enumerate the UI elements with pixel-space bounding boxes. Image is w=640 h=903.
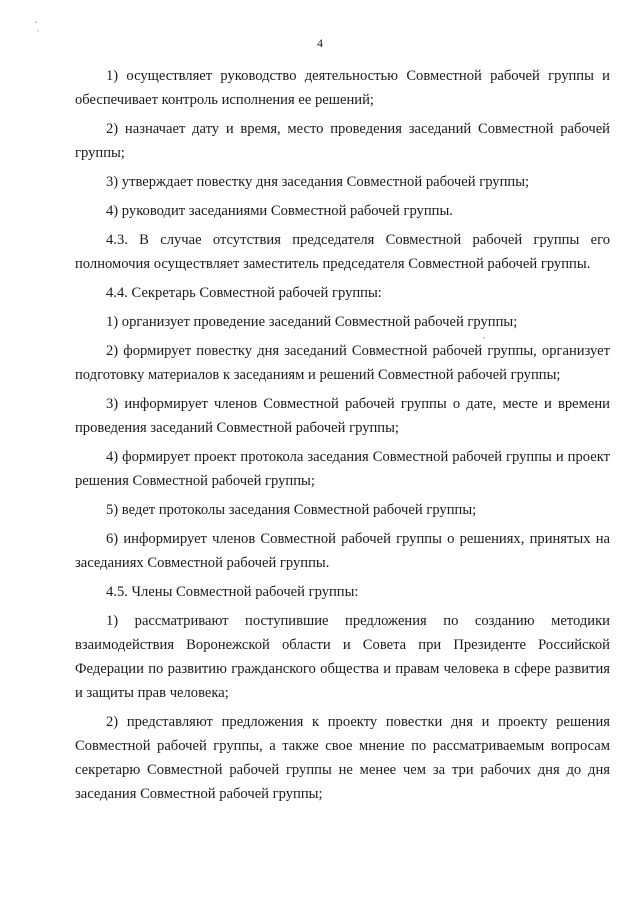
paragraph-member-duty-1: 1) рассматривают поступившие предложения по созданию методики взаимодействия Воронежской области и Совета при Президенте Российской Федерации по развитию гражданского общества и правам человека в сфере развития и защиты прав человека; — [75, 613, 610, 701]
scan-speck — [35, 21, 37, 23]
paragraph-section-4-5-heading: 4.5. Члены Совместной рабочей группы: — [106, 584, 359, 600]
document-body — [75, 64, 610, 806]
paragraph-chair-duty-1: 1) осуществляет руководство деятельностью Совместной рабочей группы и обеспечивает контроль исполнения ее решений; — [75, 68, 610, 108]
paragraph-section-4-3: 4.3. В случае отсутствия председателя Совместной рабочей группы его полномочия осуществляет заместитель председателя Совместной рабочей группы. — [75, 232, 610, 272]
paragraph-chair-duty-3: 3) утверждает повестку дня заседания Совместной рабочей группы; — [106, 174, 530, 190]
paragraph-secretary-duty-3: 3) информирует членов Совместной рабочей группы о дате, месте и времени проведения заседаний Совместной рабочей группы; — [75, 396, 610, 436]
paragraph-secretary-duty-1: 1) организует проведение заседаний Совместной рабочей группы; — [106, 314, 518, 330]
page-number: 4 — [317, 36, 323, 50]
scan-speck — [37, 30, 38, 31]
paragraph-secretary-duty-4: 4) формирует проект протокола заседания Совместной рабочей группы и проект решения Совместной рабочей группы; — [75, 449, 610, 489]
paragraph-member-duty-2: 2) представляют предложения к проекту повестки дня и проекту решения Совместной рабочей группы, а также свое мнение по рассматриваемым вопросам секретарю Совместной рабочей группы не менее чем за три рабочих дня до дня заседания Совместной рабочей группы; — [75, 714, 610, 802]
paragraph-secretary-duty-5: 5) ведет протоколы заседания Совместной рабочей группы; — [106, 502, 477, 518]
paragraph-secretary-duty-6: 6) информирует членов Совместной рабочей группы о решениях, принятых на заседаниях Совместной рабочей группы. — [75, 531, 610, 571]
paragraph-chair-duty-2: 2) назначает дату и время, место проведения заседаний Совместной рабочей группы; — [75, 121, 610, 161]
paragraph-section-4-4-heading: 4.4. Секретарь Совместной рабочей группы: — [106, 285, 382, 301]
paragraph-secretary-duty-2: 2) формирует повестку дня заседаний Совместной рабочей группы, организует подготовку материалов к заседаниям и решений Совместной рабочей группы; — [75, 343, 610, 383]
paragraph-chair-duty-4: 4) руководит заседаниями Совместной рабочей группы. — [106, 203, 453, 219]
